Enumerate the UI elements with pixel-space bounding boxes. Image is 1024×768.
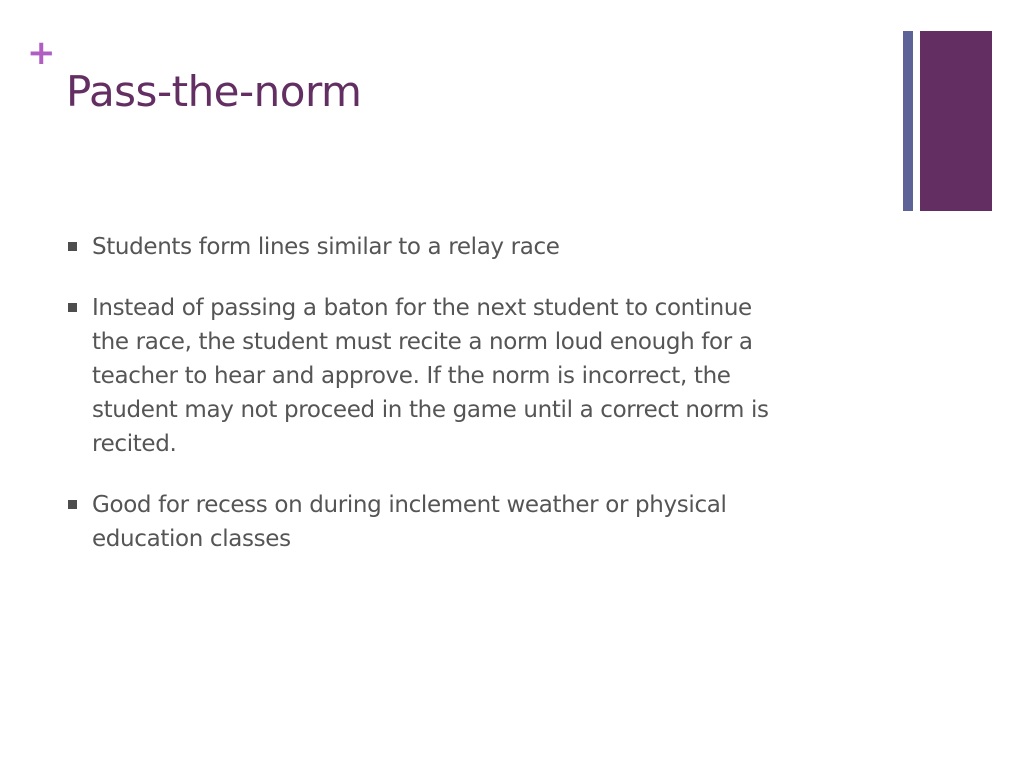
- bullet-item: [68, 230, 888, 264]
- bullet-text: Instead of passing a baton for the next student to continue the race, the student must recite a norm loud enough for a teacher to hear and approve. If the norm is incorrect, the student may not proceed in the game until a correct norm is recited.: [92, 295, 769, 457]
- plus-icon: +: [27, 33, 56, 73]
- bullet-text: Students form lines similar to a relay race: [92, 234, 560, 260]
- slide-title: Pass-the-norm: [66, 67, 362, 116]
- bullet-item: [68, 291, 888, 461]
- square-bullet-icon: [68, 500, 77, 509]
- bullet-list: [68, 230, 888, 583]
- bullet-text: Good for recess on during inclement weather or physical education classes: [92, 492, 727, 552]
- bullet-item: [68, 488, 888, 556]
- decorative-bar-thick: [920, 31, 992, 211]
- square-bullet-icon: [68, 242, 77, 251]
- decorative-bar-thin: [903, 31, 913, 211]
- square-bullet-icon: [68, 303, 77, 312]
